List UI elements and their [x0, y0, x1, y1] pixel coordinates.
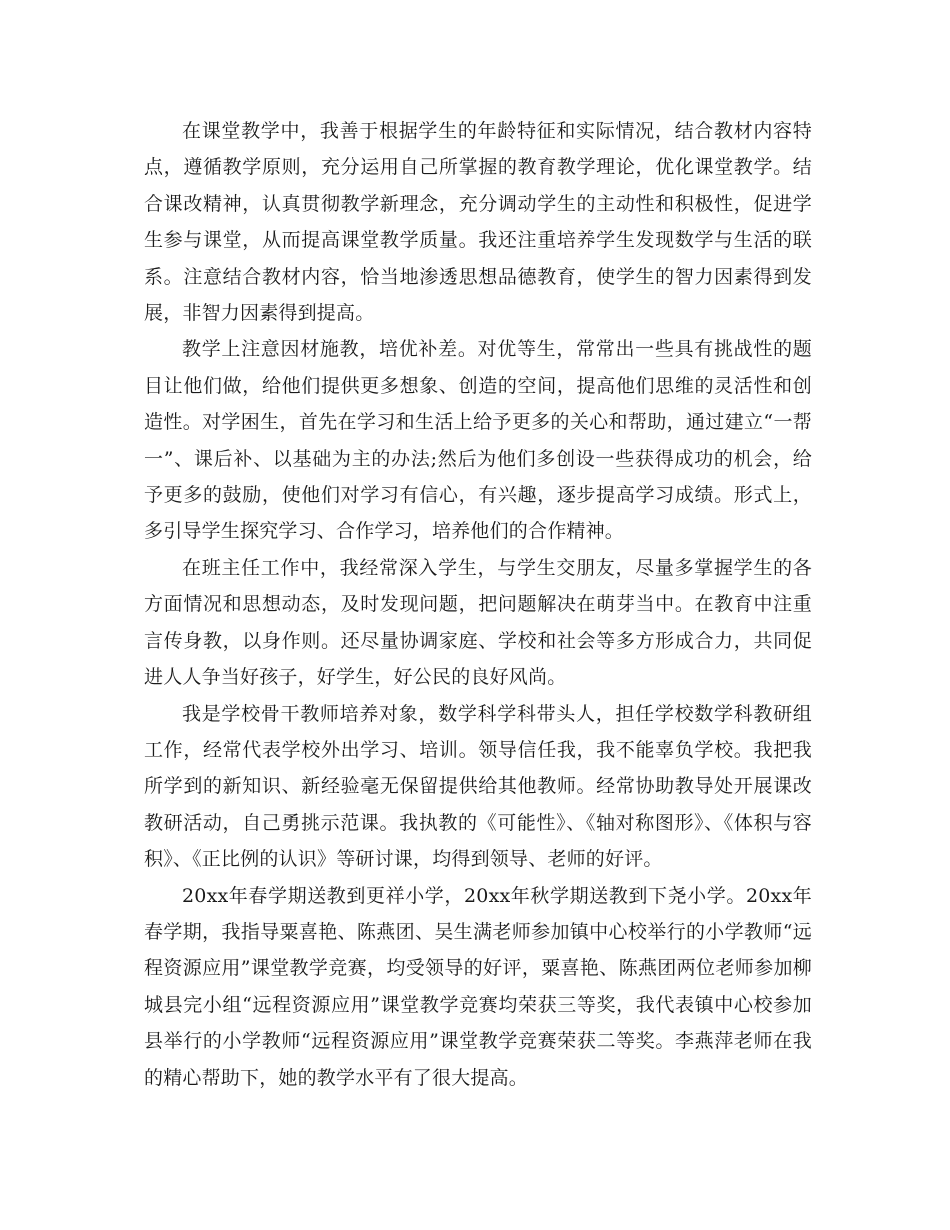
paragraph-head-teacher-work: 在班主任工作中，我经常深入学生，与学生交朋友，尽量多掌握学生的各方面情况和思想动态，及时发现问题，把问题解决在萌芽当中。在教育中注重言传身教，以身作则。还尽量协调家庭、学校和社会等多方形成合力，共同促进人人争当好孩子，好学生，好公民的良好风尚。: [144, 556, 812, 689]
document-body: [144, 113, 812, 1096]
paragraph-outreach-teaching: 20xx年春学期送教到更祥小学，20xx年秋学期送教到下尧小学。20xx年春学期，我指导粟喜艳、陈燕团、吴生满老师参加镇中心校举行的小学教师“远程资源应用”课堂教学竞赛，均受领导的好评，粟喜艳、陈燕团两位老师参加柳城县完小组“远程资源应用”课堂教学竞赛均荣获三等奖，我代表镇中心校参加县举行的小学教师“远程资源应用”课堂教学竞赛荣获二等奖。李燕萍老师在我的精心帮助下，她的教学水平有了很大提高。: [144, 884, 812, 1089]
paragraph-classroom-teaching: 在课堂教学中，我善于根据学生的年龄特征和实际情况，结合教材内容特点，遵循教学原则，充分运用自己所掌握的教育教学理论，优化课堂教学。结合课改精神，认真贯彻教学新理念，充分调动学生的主动性和积极性，促进学生参与课堂，从而提高课堂教学质量。我还注重培养学生发现数学与生活的联系。注意结合教材内容，恰当地渗透思想品德教育，使学生的智力因素得到发展，非智力因素得到提高。: [144, 120, 812, 325]
paragraph-individualized-teaching: 教学上注意因材施教，培优补差。对优等生，常常出一些具有挑战性的题目让他们做，给他们提供更多想象、创造的空间，提高他们思维的灵活性和创造性。对学困生，首先在学习和生活上给予更多的关心和帮助，通过建立“一帮一”、课后补、以基础为主的办法;然后为他们多创设一些获得成功的机会，给予更多的鼓励，使他们对学习有信心，有兴趣，逐步提高学习成绩。形式上，多引导学生探究学习、合作学习，培养他们的合作精神。: [144, 338, 812, 543]
paragraph-backbone-teacher: 我是学校骨干教师培养对象，数学科学科带头人，担任学校数学科教研组工作，经常代表学校外出学习、培训。领导信任我，我不能辜负学校。我把我所学到的新知识、新经验毫无保留提供给其他教师。经常协助教导处开展课改教研活动，自己勇挑示范课。我执教的《可能性》、《轴对称图形》、《体积与容积》、《正比例的认识》等研讨课，均得到领导、老师的好评。: [144, 702, 812, 871]
